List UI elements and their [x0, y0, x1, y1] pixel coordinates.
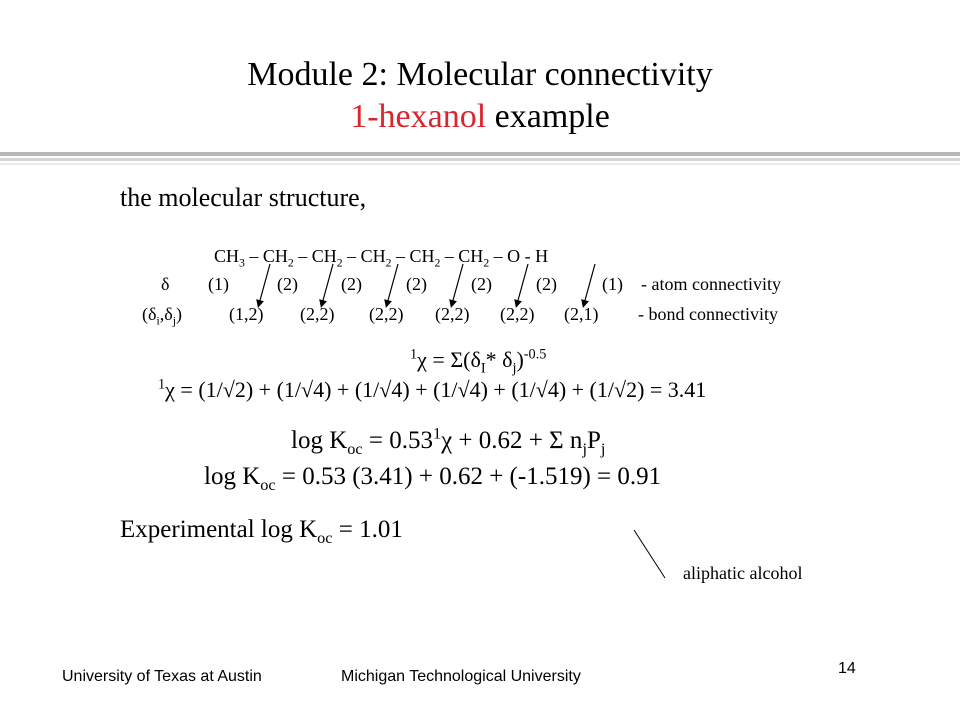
structure-sub: 2	[483, 256, 490, 270]
structure-sub: 3	[239, 256, 245, 270]
bond-pair-open: (δ	[142, 304, 157, 324]
formula-close: )	[516, 347, 524, 372]
koc-result-log: log K	[204, 463, 261, 490]
bond-connectivity-value: (2,2)	[435, 304, 470, 324]
koc-p: P	[586, 427, 601, 454]
structure-sub: 2	[336, 256, 343, 270]
atom-connectivity-value: (1)	[602, 274, 623, 294]
formula-sub-i: I	[480, 360, 486, 377]
koc-coef: = 0.53	[362, 427, 433, 454]
bond-pair-sub-i: i	[156, 314, 160, 328]
formula-exponent: -0.5	[523, 346, 547, 363]
bond-pair-sub-j: j	[172, 314, 176, 328]
title-compound: 1-hexanol	[350, 98, 487, 135]
structure-ch2: – CH	[342, 246, 386, 266]
atom-connectivity-label: - atom connectivity	[641, 274, 781, 294]
arrow-icon	[584, 264, 595, 304]
atom-connectivity-value: (2)	[277, 274, 298, 294]
atom-connectivity-value: (2)	[471, 274, 492, 294]
structure-oh: – O - H	[489, 246, 549, 266]
structure-ch2: – CH	[391, 246, 435, 266]
chi-formula	[410, 346, 547, 377]
arrow-icon	[259, 264, 270, 304]
structure-sub: 2	[434, 256, 441, 270]
title-line2-rest: example	[486, 98, 610, 135]
koc-sub-j: j	[582, 440, 587, 458]
koc-sub: oc	[347, 440, 363, 458]
bond-connectivity-value: (2,1)	[564, 304, 599, 324]
annotation-pointer-line	[634, 530, 665, 578]
footer-left: University of Texas at Austin	[62, 668, 262, 685]
formula-star: * δ	[485, 347, 513, 372]
formula-body: χ = Σ(δ	[417, 347, 481, 372]
bond-connectivity-value: (2,2)	[500, 304, 535, 324]
koc-equation	[291, 424, 606, 458]
calc-order: 1	[158, 376, 166, 393]
koc-terms: χ + 0.62 + Σ n	[441, 427, 583, 454]
title-line1: Module 2: Molecular connectivity	[247, 56, 713, 93]
atom-connectivity-value: (2)	[341, 274, 362, 294]
page-number: 14	[838, 660, 856, 677]
arrow-icon	[517, 264, 528, 304]
atom-connectivity-value: (2)	[536, 274, 557, 294]
structure-sub: 2	[287, 256, 294, 270]
structure-ch2: – CH	[244, 246, 288, 266]
formula-sub-j: j	[512, 360, 517, 377]
experimental-koc	[120, 516, 403, 547]
chi-calculation	[158, 377, 706, 403]
koc-result-value: = 0.53 (3.41) + 0.62 + (-1.519) = 0.91	[275, 463, 662, 490]
structure-ch3: CH	[214, 246, 240, 266]
calc-body: χ = (1/√2) + (1/√4) + (1/√4) + (1/√4) + (1/√4) + (1/√2) = 3.41	[165, 377, 707, 402]
arrow-icon	[387, 264, 398, 304]
bond-connectivity-value: (2,2)	[300, 304, 335, 324]
experimental-label: Experimental log K	[120, 516, 318, 543]
bond-connectivity-value: (1,2)	[229, 304, 264, 324]
atom-connectivity-value: (1)	[208, 274, 229, 294]
structure-sub: 2	[385, 256, 392, 270]
bond-pair-close: )	[175, 304, 182, 324]
arrow-icon	[322, 264, 333, 304]
koc-chi-order: 1	[432, 424, 442, 443]
bond-connectivity-label: - bond connectivity	[638, 304, 778, 324]
structure-ch2: – CH	[440, 246, 484, 266]
koc-result-sub: oc	[260, 476, 276, 494]
atom-delta-symbol: δ	[161, 274, 170, 294]
formula-order: 1	[410, 346, 418, 363]
intro-text: the molecular structure,	[120, 183, 367, 212]
koc-result	[204, 463, 662, 494]
koc-sub-j: j	[600, 440, 606, 458]
annotation-label: aliphatic alcohol	[683, 563, 803, 583]
experimental-sub: oc	[317, 529, 333, 547]
bond-connectivity-value: (2,2)	[369, 304, 404, 324]
arrow-icon	[452, 264, 463, 304]
bond-pair-comma: ,δ	[159, 304, 173, 324]
footer-right: Michigan Technological University	[341, 668, 581, 685]
structure-ch2: – CH	[293, 246, 337, 266]
koc-log: log K	[291, 427, 348, 454]
experimental-value: = 1.01	[332, 516, 403, 543]
atom-connectivity-value: (2)	[406, 274, 427, 294]
